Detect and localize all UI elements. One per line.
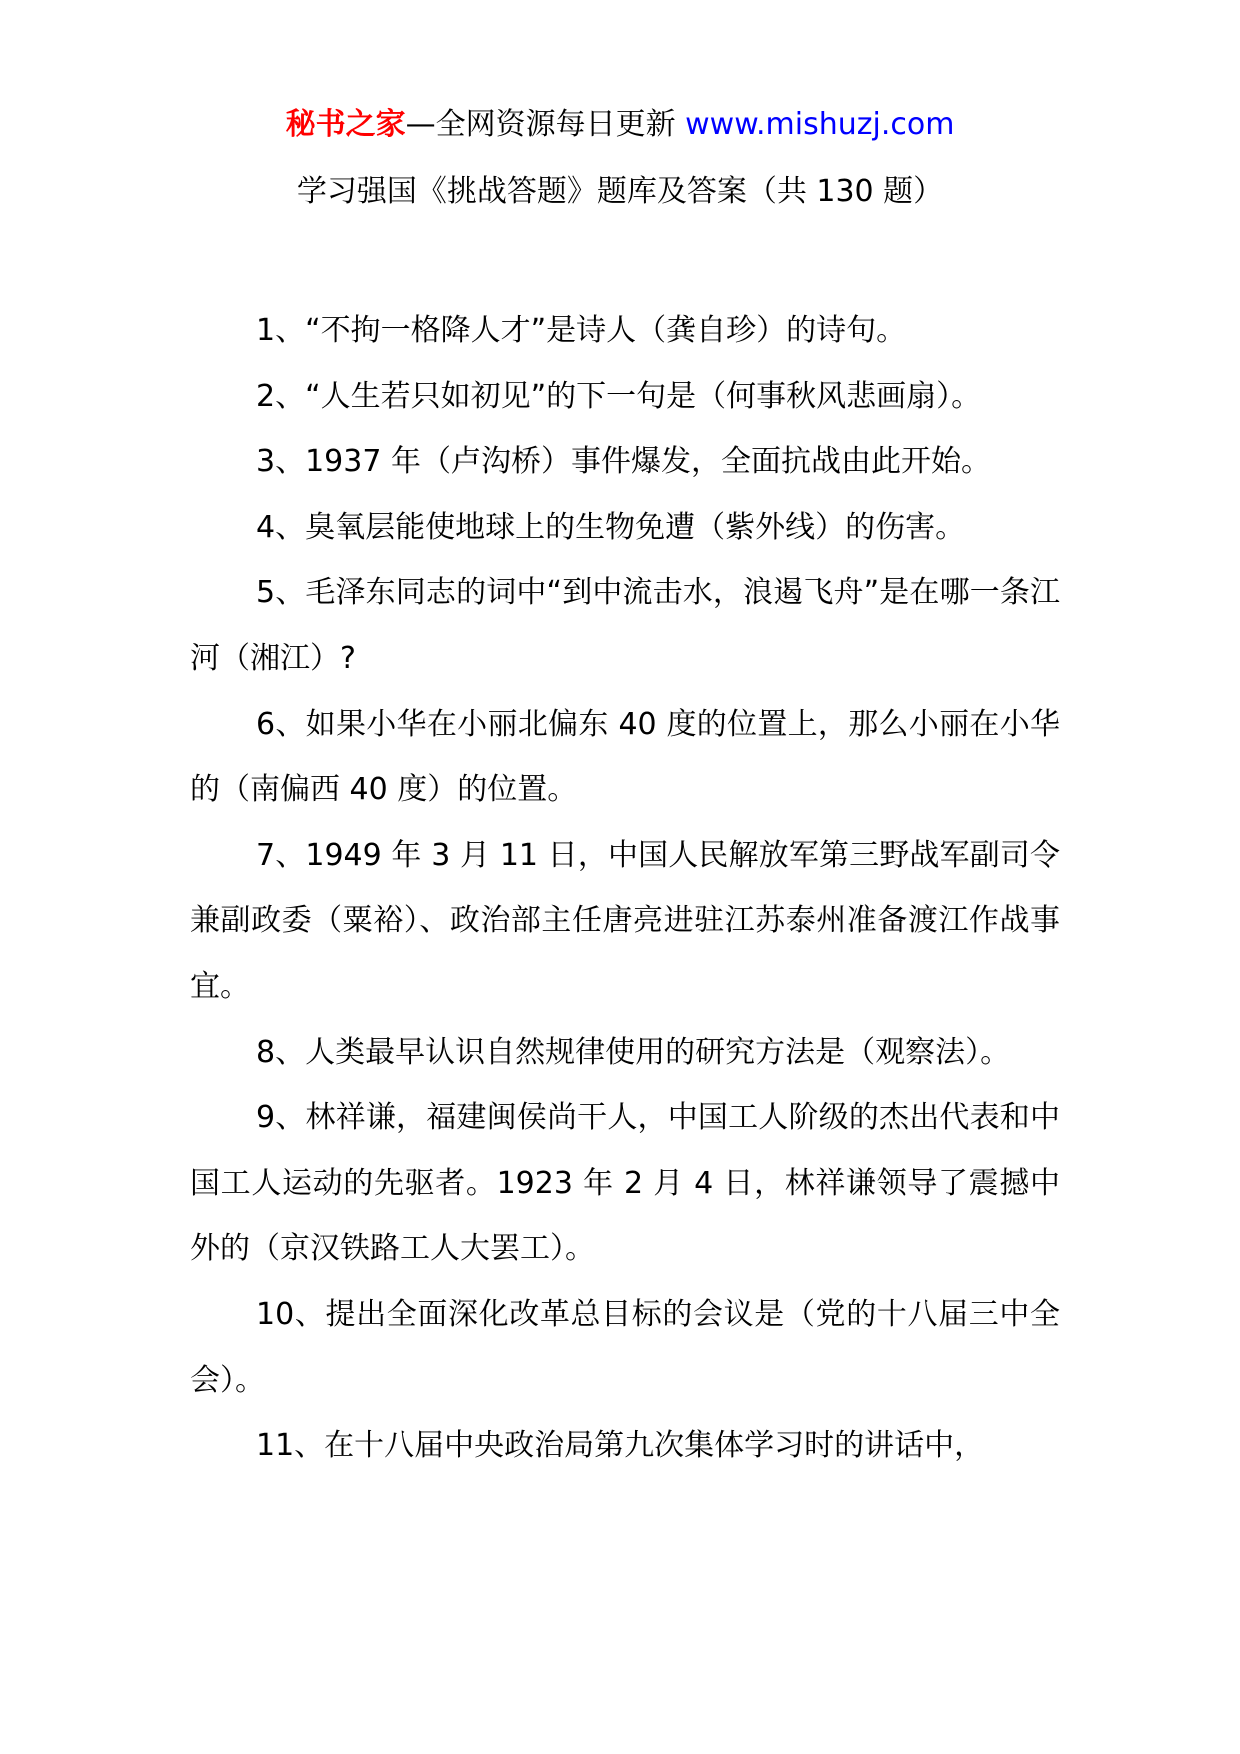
header-slogan: —全网资源每日更新 <box>405 107 686 142</box>
question-item: 2、“人生若只如初见”的下一句是（何事秋风悲画扇）。 <box>256 378 982 414</box>
brand-name: 秘书之家 <box>285 107 406 142</box>
question-item: 5、毛泽东同志的词中“到中流击水，浪遏飞舟”是在哪一条江河（湘江）? <box>190 575 1060 676</box>
question-item: 10、提出全面深化改革总目标的会议是（党的十八届三中全会）。 <box>190 1296 1060 1398</box>
question-item: 8、人类最早认识自然规律使用的研究方法是（观察法）。 <box>256 1034 1011 1070</box>
question-item: 4、臭氧层能使地球上的生物免遭（紫外线）的伤害。 <box>256 509 966 545</box>
document-title: 学习强国《挑战答题》题库及答案（共 130 题） <box>296 174 944 209</box>
question-item: 6、如果小华在小丽北偏东 40 度的位置上，那么小丽在小华的（南偏西 40 度）的位置。 <box>190 706 1060 808</box>
website-link[interactable]: www.mishuzj.com <box>685 107 955 142</box>
page-header <box>0 103 1240 147</box>
question-item: 11、在十八届中央政治局第九次集体学习时的讲话中， <box>256 1428 985 1464</box>
question-item: 3、1937 年（卢沟桥）事件爆发，全面抗战由此开始。 <box>256 444 991 480</box>
question-item: 9、林祥谦，福建闽侯尚干人，中国工人阶级的杰出代表和中国工人运动的先驱者。1923 年 2 月 4 日，林祥谦领导了震撼中外的（京汉铁路工人大罢工）。 <box>190 1100 1060 1267</box>
question-item: 7、1949 年 3 月 11 日，中国人民解放军第三野战军副司令兼副政委（粟裕）、政治部主任唐亮进驻江苏泰州准备渡江作战事宜。 <box>190 837 1060 1004</box>
question-item: 1、“不拘一格降人才”是诗人（龚自珍）的诗句。 <box>256 313 907 348</box>
question-list <box>190 298 1060 1479</box>
